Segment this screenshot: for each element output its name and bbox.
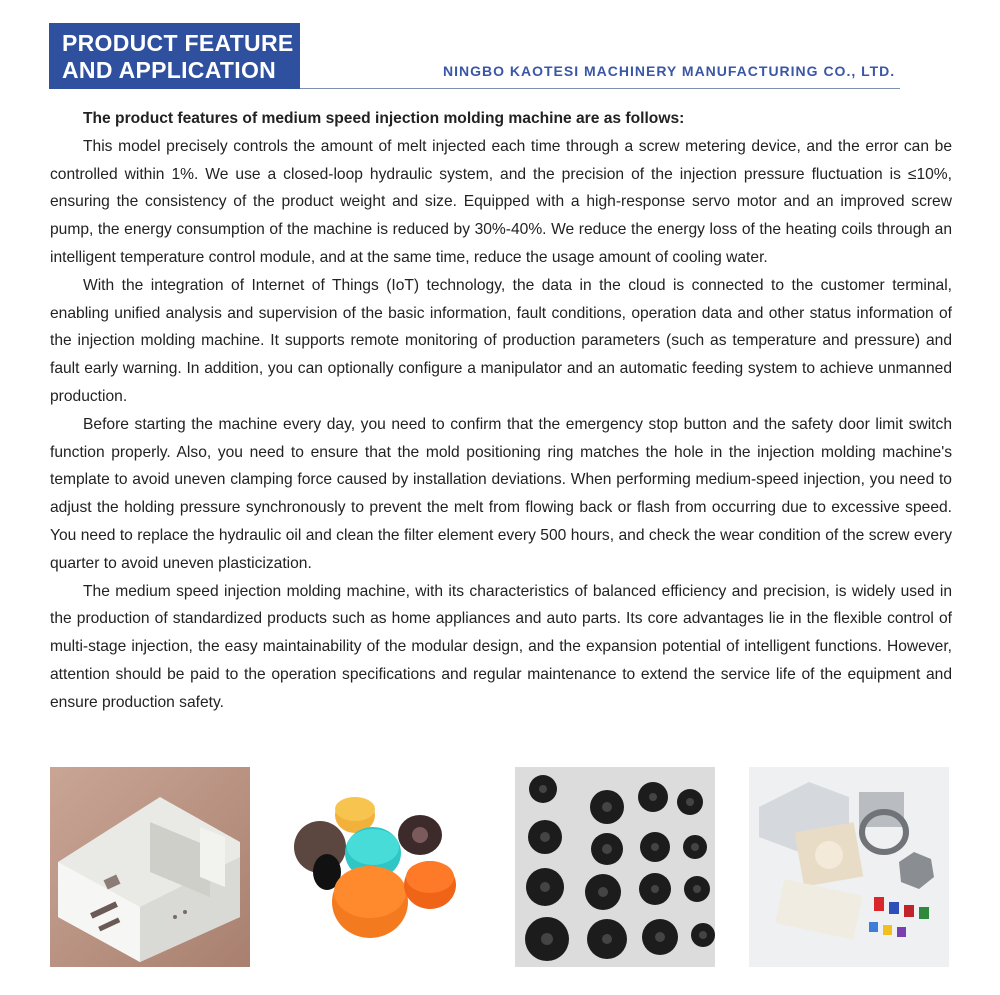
section-title-line-1: PRODUCT FEATURE (62, 30, 294, 56)
paragraph-maintenance: Before starting the machine every day, you need to confirm that the emergency stop button and the safety door limit switch function properly. Also, you need to ensure that the mold positioning ring matches the hole in the injection molding machine's template to avoid uneven clamping force caused by installation deviations. When performing medium-speed injection, you need to adjust the holding pressure synchronously to prevent the melt from flowing back or flash from occurring due to excessive speed. You need to replace the hydraulic oil and clean the filter element every 500 hours, and check the wear condition of the screw every quarter to avoid uneven plasticization. (50, 415, 952, 572)
company-name: NINGBO KAOTESI MACHINERY MANUFACTURING CO., LTD. (443, 63, 896, 79)
photo-fan-impellers (515, 767, 715, 967)
section-title (49, 23, 300, 89)
article-lead: The product features of medium speed injection molding machine are as follows: (83, 110, 685, 127)
photo-plastic-caps (285, 767, 465, 967)
photo-assorted-parts (749, 767, 949, 967)
header-divider (300, 88, 900, 89)
article-body (50, 105, 952, 717)
paragraph-precision: This model precisely controls the amount of melt injected each time through a screw metering device, and the error can be controlled within 1%. We use a closed-loop hydraulic system, and the precision of the injection pressure fluctuation is ≤10%, ensuring the consistency of the product weight and size. Equipped with a high-response servo motor and an improved screw pump, the energy consumption of the machine is reduced by 30%-40%. We reduce the energy loss of the heating coils through an intelligent temperature control module, and at the same time, reduce the usage amount of cooling water. (50, 137, 952, 266)
paragraph-iot: With the integration of Internet of Things (IoT) technology, the data in the cloud is connected to the customer terminal, enabling unified analysis and supervision of the basic information, fault conditions, operation data and other status information of the injection molding machine. It supports remote monitoring of production parameters (such as temperature and pressure) and fault early warning. In addition, you can optionally configure a manipulator and an automatic feeding system to achieve unmanned production. (50, 276, 952, 405)
paragraph-application: The medium speed injection molding machine, with its characteristics of balanced efficiency and precision, is widely used in the production of standardized products such as home appliances and auto parts. Its core advantages lie in the flexible control of multi-stage injection, the easy maintainability of the modular design, and the expansion potential of intelligent functions. However, attention should be paid to the operation specifications and regular maintenance to extend the service life of the equipment and ensure production safety. (50, 582, 952, 711)
photo-molded-housing (50, 767, 250, 967)
section-title-line-2: AND APPLICATION (62, 57, 277, 83)
